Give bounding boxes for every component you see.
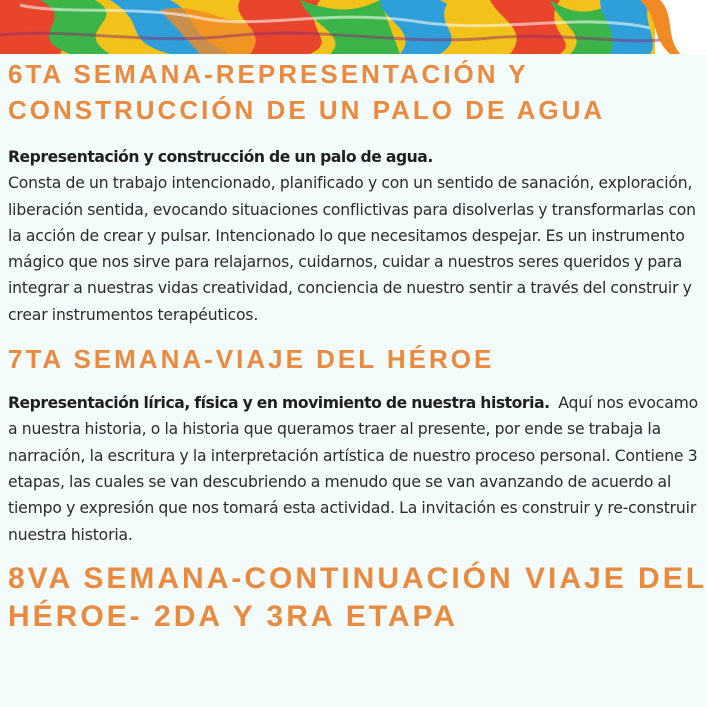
section-7-lead: Representación lírica, física y en movimiento de nuestra historia. [8, 394, 550, 413]
section-7-paragraph [8, 390, 707, 548]
section-6-body: Consta de un trabajo intencionado, planificado y con un sentido de sanación, exploración, liberación sentida, evocando situaciones conflictivas para disolverlas y transformarlas con la acción de crear y pulsar. Intencionado lo que necesitamos despejar. Es un instrumento mágico que nos sirve para relajarnos, cuidarnos, cuidar a nuestros seres queridos y para integrar a nuestras vidas creatividad, conciencia de nuestro sentir a través del construir y crear instrumentos terapéuticos. [8, 174, 696, 324]
section-6-heading: 6TA SEMANA-REPRESENTACIÓN Y CONSTRUCCIÓN DE UN PALO DE AGUA [8, 59, 606, 125]
section-7-body: Aquí nos evocamo a nuestra historia, o la historia que queramos traer al presente, por ende se trabaja la narración, la escritura y la interpretación artística de nuestro proceso personal. Contiene 3 etapas, las cuales se van descubriendo a menudo que se van avanzando de acuerdo al tiempo y expresión que nos tomará esta actividad. La invitación es construir y re-construir nuestra historia. [8, 394, 699, 544]
painted-banner-image [0, 0, 707, 54]
section-7-heading: 7TA SEMANA-VIAJE DEL HÉROE [8, 344, 495, 375]
section-8-heading: 8VA SEMANA-CONTINUACIÓN VIAJE DEL HÉROE- 2DA Y 3RA ETAPA [8, 561, 707, 633]
content-column [8, 54, 707, 636]
section-6-lead: Representación y construcción de un palo de agua. [8, 148, 433, 166]
section-6-paragraph [8, 144, 707, 328]
